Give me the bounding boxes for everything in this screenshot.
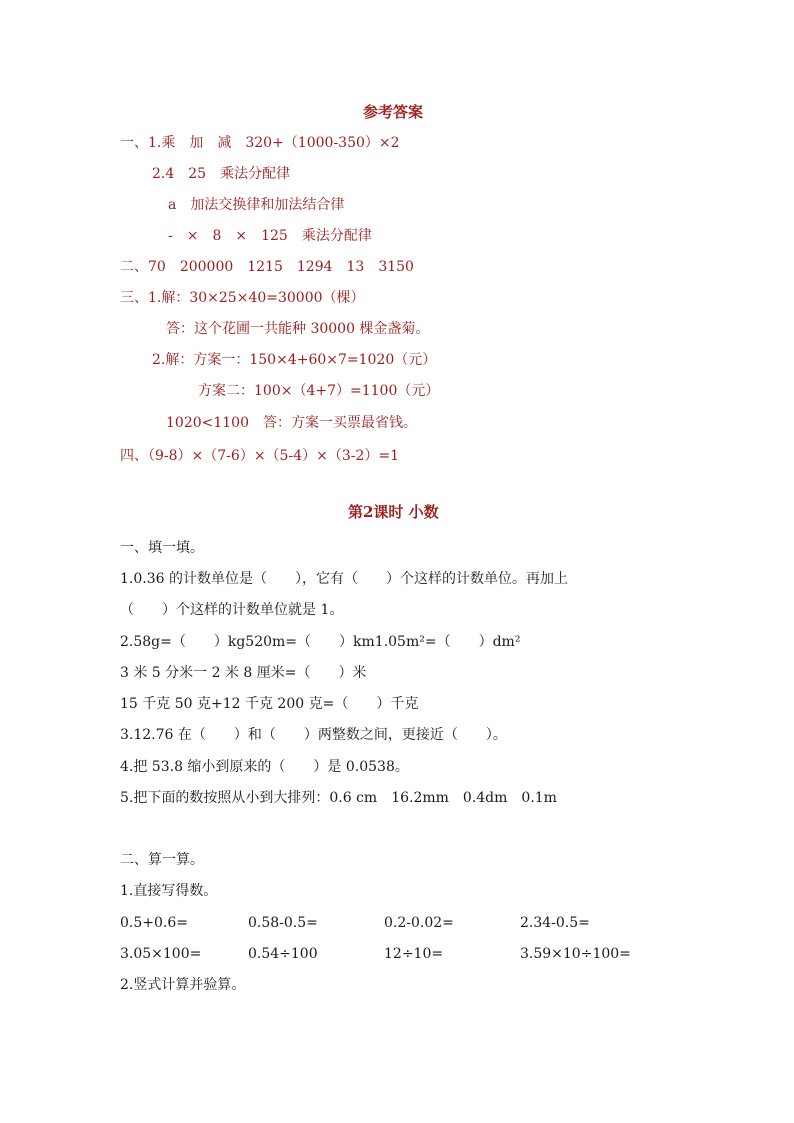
answer-line-1: 一、1.乘 加 减 320+（1000-350）×2 — [120, 135, 400, 151]
calc-row2-item-4: 3.59×10÷100= — [520, 946, 631, 962]
answer-line-5: 二、70 200000 1215 1294 13 3150 — [120, 259, 414, 275]
answer-line-11: 四、（9-8）×（7-6）×（5-4）×（3-2）=1 — [120, 448, 400, 464]
calc-row2-item-2: 0.54÷100 — [248, 946, 318, 962]
answer-line-4: - × 8 × 125 乘法分配律 — [168, 228, 372, 244]
calc-row1-item-3: 0.2-0.02= — [384, 915, 454, 931]
calc-row2-item-3: 12÷10= — [384, 946, 444, 962]
fill-line-5: 15 千克 50 克+12 千克 200 克=（ ）千克 — [120, 696, 419, 712]
answer-line-8: 2.解：方案一：150×4+60×7=1020（元） — [152, 352, 437, 368]
fill-line-7: 4.把 53.8 缩小到原来的（ ）是 0.0538。 — [120, 759, 409, 775]
calc-sub2: 2.竖式计算并验算。 — [120, 977, 246, 993]
fill-line-6: 3.12.76 在（ ）和（ ）两整数之间，更接近（ ）。 — [120, 727, 507, 743]
calc-heading: 二、算一算。 — [120, 852, 204, 868]
fill-line-4: 3 米 5 分米一 2 米 8 厘米=（ ）米 — [120, 665, 367, 681]
answer-line-7: 答：这个花圃一共能种 30000 棵金盏菊。 — [166, 321, 430, 337]
calc-row1-item-1: 0.5+0.6= — [120, 915, 188, 931]
lesson-title: 第2课时 小数 — [348, 503, 439, 521]
fill-line-1: 1.0.36 的计数单位是（ ），它有（ ）个这样的计数单位。再加上 — [120, 571, 568, 587]
calc-row1-item-4: 2.34-0.5= — [520, 915, 590, 931]
calc-sub1: 1.直接写得数。 — [120, 883, 218, 899]
fill-line-3: 2.58g=（ ）kg520m=（ ）km1.05m²=（ ）dm² — [120, 634, 521, 650]
fill-heading: 一、填一填。 — [120, 540, 204, 556]
answer-line-9: 方案二：100×（4+7）=1100（元） — [198, 383, 440, 399]
fill-line-2: （ ）个这样的计数单位就是 1。 — [120, 602, 344, 618]
answers-title: 参考答案 — [363, 103, 424, 121]
answer-line-6: 三、1.解：30×25×40=30000（棵） — [120, 290, 365, 306]
answer-line-3: a 加法交换律和加法结合律 — [168, 197, 345, 213]
answer-line-10: 1020<1100 答：方案一买票最省钱。 — [166, 415, 417, 431]
calc-row2-item-1: 3.05×100= — [120, 946, 202, 962]
fill-line-8: 5.把下面的数按照从小到大排列：0.6 cm 16.2mm 0.4dm 0.1m — [120, 790, 557, 806]
answer-line-2: 2.4 25 乘法分配律 — [152, 166, 291, 182]
calc-row1-item-2: 0.58-0.5= — [248, 915, 318, 931]
